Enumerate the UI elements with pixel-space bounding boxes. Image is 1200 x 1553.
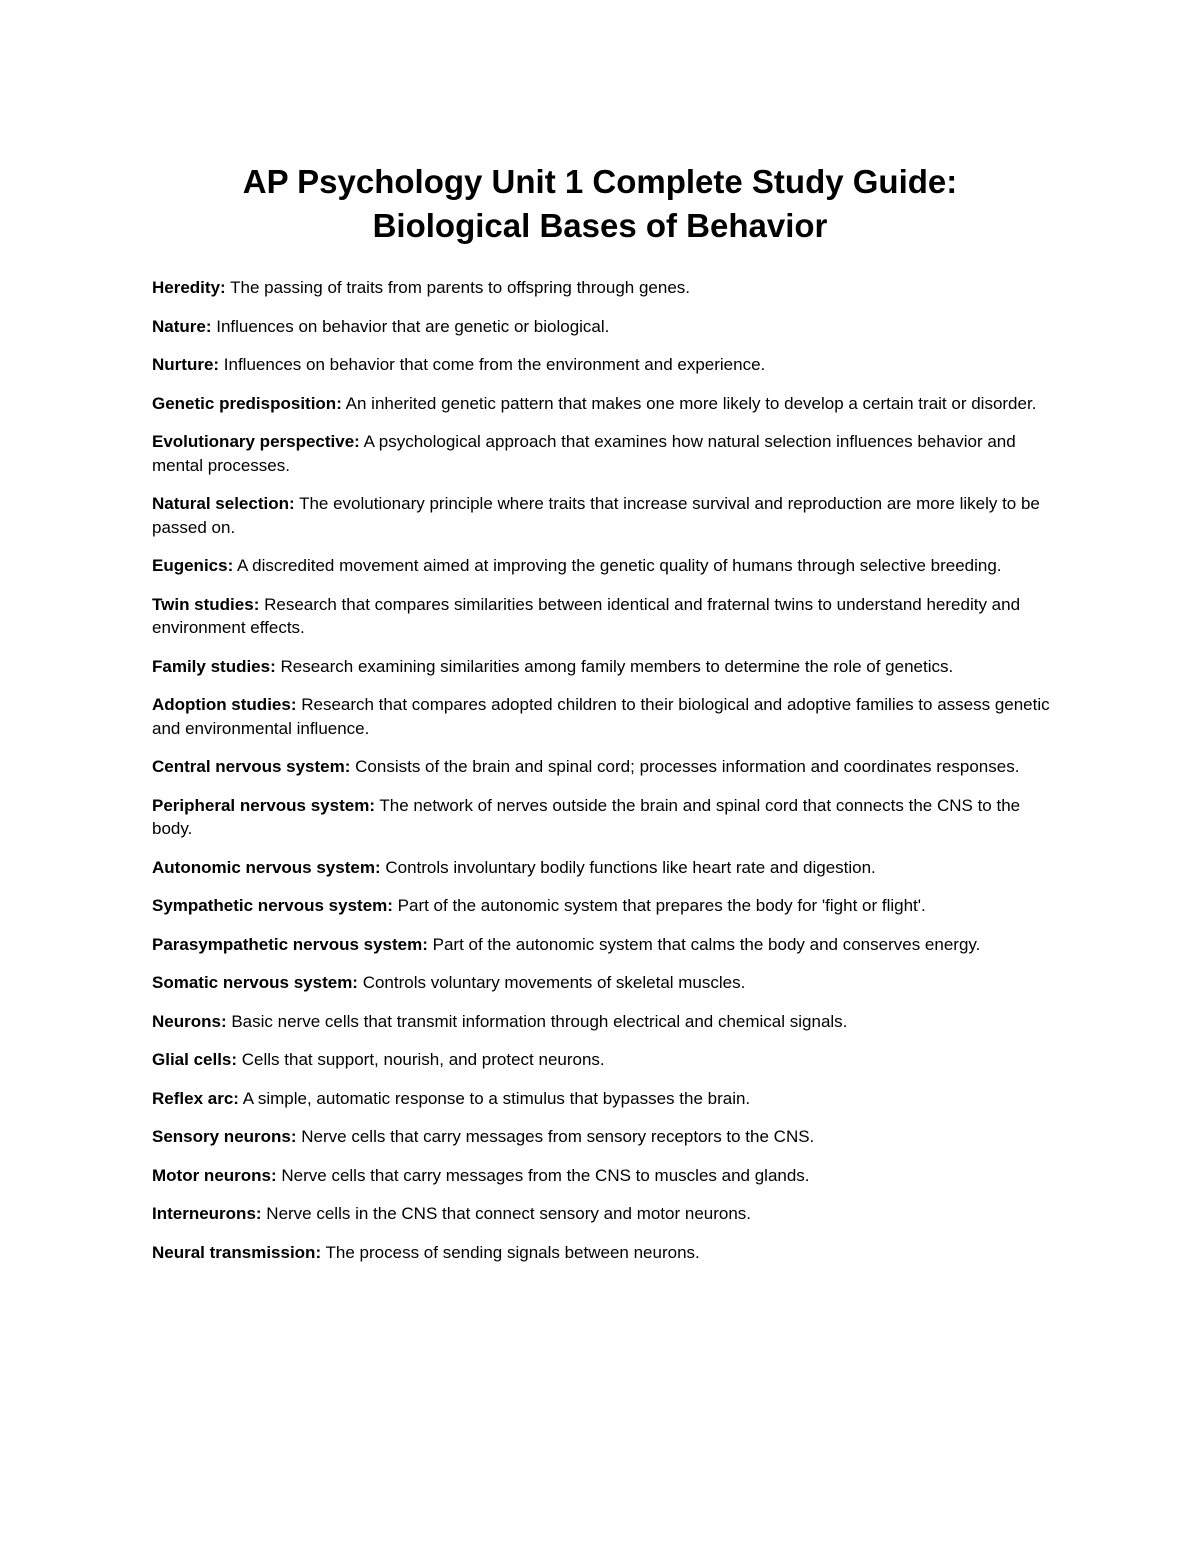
term-definition: The evolutionary principle where traits that increase survival and reproduction are more likely to be passed on. (152, 494, 1040, 537)
term-name: Evolutionary perspective: (152, 432, 360, 451)
term-definition: Research that compares adopted children to their biological and adoptive families to assess genetic and environmental influence. (152, 695, 1050, 738)
term-name: Heredity: (152, 278, 226, 297)
glossary-item (152, 593, 1052, 640)
term-name: Motor neurons: (152, 1165, 277, 1185)
glossary-item (152, 392, 1052, 416)
term-definition: Controls voluntary movements of skeletal muscles. (357, 973, 746, 992)
title-line-1: AP Psychology Unit 1 Complete Study Guide: (242, 163, 958, 200)
term-definition: Controls involuntary bodily functions like heart rate and digestion. (380, 857, 876, 877)
term-name: Parasympathetic nervous system: (152, 934, 428, 954)
glossary-item (152, 492, 1052, 539)
glossary-item (152, 1202, 1052, 1226)
term-definition: Research examining similarities among family members to determine the role of genetics. (275, 656, 954, 676)
term-name: Adoption studies: (152, 695, 297, 714)
glossary-list (152, 276, 1052, 1279)
glossary-item (152, 1010, 1052, 1034)
term-name: Nature: (152, 316, 212, 336)
glossary-item (152, 693, 1052, 740)
glossary-item (152, 1087, 1052, 1111)
glossary-item (152, 554, 1052, 578)
term-name: Nurture: (152, 355, 220, 374)
term-name: Somatic nervous system: (152, 973, 358, 992)
term-name: Genetic predisposition: (152, 393, 342, 413)
term-definition: A simple, automatic response to a stimulus that bypasses the brain. (238, 1088, 751, 1108)
term-name: Central nervous system: (152, 757, 351, 776)
term-definition: Nerve cells in the CNS that connect sensory and motor neurons. (261, 1204, 752, 1223)
term-definition: Influences on behavior that are genetic or biological. (211, 316, 610, 336)
term-definition: Nerve cells that carry messages from the CNS to muscles and glands. (276, 1165, 810, 1185)
glossary-item (152, 755, 1052, 779)
term-definition: Research that compares similarities between identical and fraternal twins to understand heredity and environment effects. (152, 594, 1021, 637)
term-definition: The passing of traits from parents to offspring through genes. (225, 278, 690, 297)
term-name: Sympathetic nervous system: (152, 896, 393, 915)
glossary-item (152, 1164, 1052, 1188)
term-definition: The network of nerves outside the brain and spinal cord that connects the CNS to the body. (152, 795, 1021, 838)
term-name: Interneurons: (152, 1204, 262, 1223)
glossary-item (152, 1125, 1052, 1149)
term-name: Twin studies: (152, 594, 260, 614)
glossary-item (152, 276, 1052, 300)
glossary-item (152, 430, 1052, 477)
term-name: Natural selection: (152, 494, 295, 513)
term-definition: An inherited genetic pattern that makes one more likely to develop a certain trait or disorder. (341, 393, 1037, 413)
glossary-item (152, 353, 1052, 377)
glossary-item (152, 933, 1052, 957)
glossary-item (152, 894, 1052, 918)
page-title (0, 160, 1200, 248)
glossary-item (152, 794, 1052, 841)
term-definition: Basic nerve cells that transmit information through electrical and chemical signals. (226, 1011, 848, 1031)
term-definition: A discredited movement aimed at improving the genetic quality of humans through selective breeding. (233, 556, 1002, 575)
term-definition: The process of sending signals between neurons. (321, 1242, 700, 1262)
term-definition: A psychological approach that examines how natural selection influences behavior and mental processes. (152, 432, 1016, 475)
term-name: Glial cells: (152, 1050, 238, 1069)
term-name: Sensory neurons: (152, 1127, 297, 1146)
term-name: Autonomic nervous system: (152, 857, 381, 877)
term-name: Neural transmission: (152, 1242, 322, 1262)
term-name: Family studies: (152, 656, 276, 676)
term-name: Reflex arc: (152, 1088, 239, 1108)
term-definition: Nerve cells that carry messages from sensory receptors to the CNS. (296, 1127, 815, 1146)
term-definition: Cells that support, nourish, and protect neurons. (237, 1050, 605, 1069)
term-definition: Influences on behavior that come from the environment and experience. (219, 355, 766, 374)
term-definition: Consists of the brain and spinal cord; processes information and coordinates responses. (350, 757, 1020, 776)
term-name: Neurons: (152, 1011, 227, 1031)
term-definition: Part of the autonomic system that calms the body and conserves energy. (427, 934, 981, 954)
glossary-item (152, 655, 1052, 679)
glossary-item (152, 1048, 1052, 1072)
term-definition: Part of the autonomic system that prepares the body for 'fight or flight'. (392, 896, 926, 915)
glossary-item (152, 1241, 1052, 1265)
term-name: Eugenics: (152, 556, 234, 575)
term-name: Peripheral nervous system: (152, 795, 375, 815)
title-line-2: Biological Bases of Behavior (372, 207, 828, 244)
glossary-item (152, 971, 1052, 995)
glossary-item (152, 315, 1052, 339)
glossary-item (152, 856, 1052, 880)
